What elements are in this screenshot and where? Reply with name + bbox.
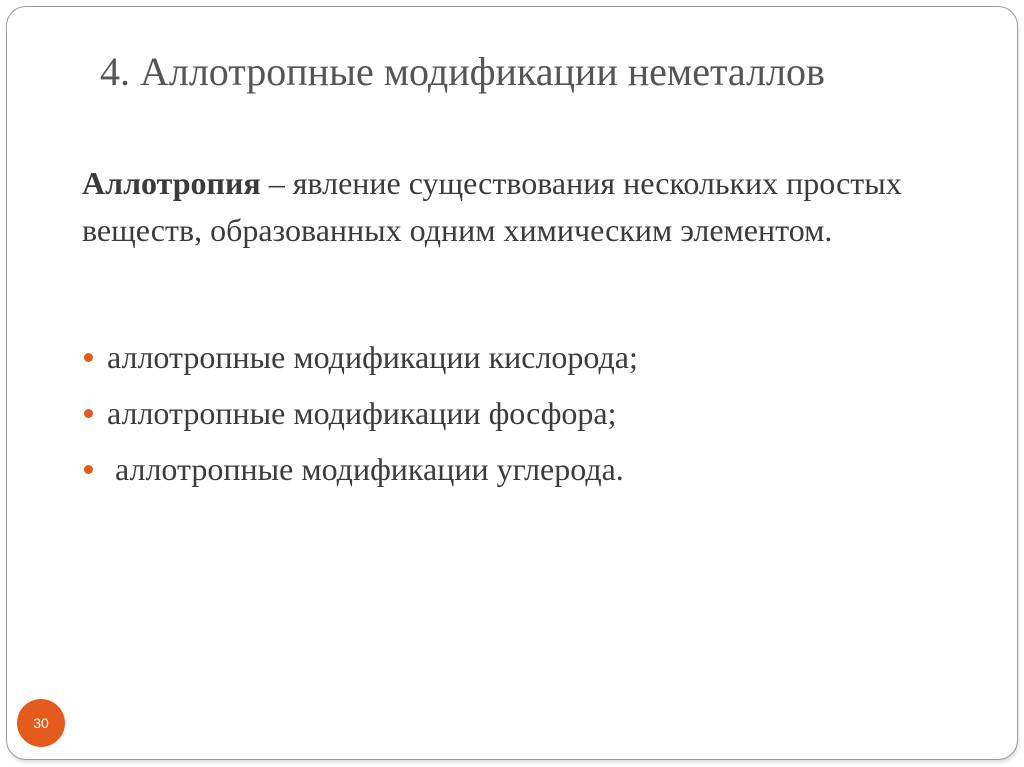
bullet-icon [84,465,93,474]
list-item [80,329,638,385]
definition-term: Аллотропия [82,165,261,201]
list-item [80,385,638,441]
list-item [80,441,638,497]
bullet-icon [84,353,93,362]
page-number-badge: 30 [17,699,65,747]
list-item-text: аллотропные модификации фосфора; [107,395,617,431]
slide-title: 4. Аллотропные модификации неметаллов [100,49,825,94]
bullet-list [80,329,638,497]
definition-text: – явление существования нескольких простых веществ, образованных одним химическим элементом. [82,165,902,248]
definition-paragraph [82,160,982,254]
list-item-text: аллотропные модификации кислорода; [107,339,638,375]
bullet-icon [84,409,93,418]
list-item-text: аллотропные модификации углерода. [115,451,624,487]
